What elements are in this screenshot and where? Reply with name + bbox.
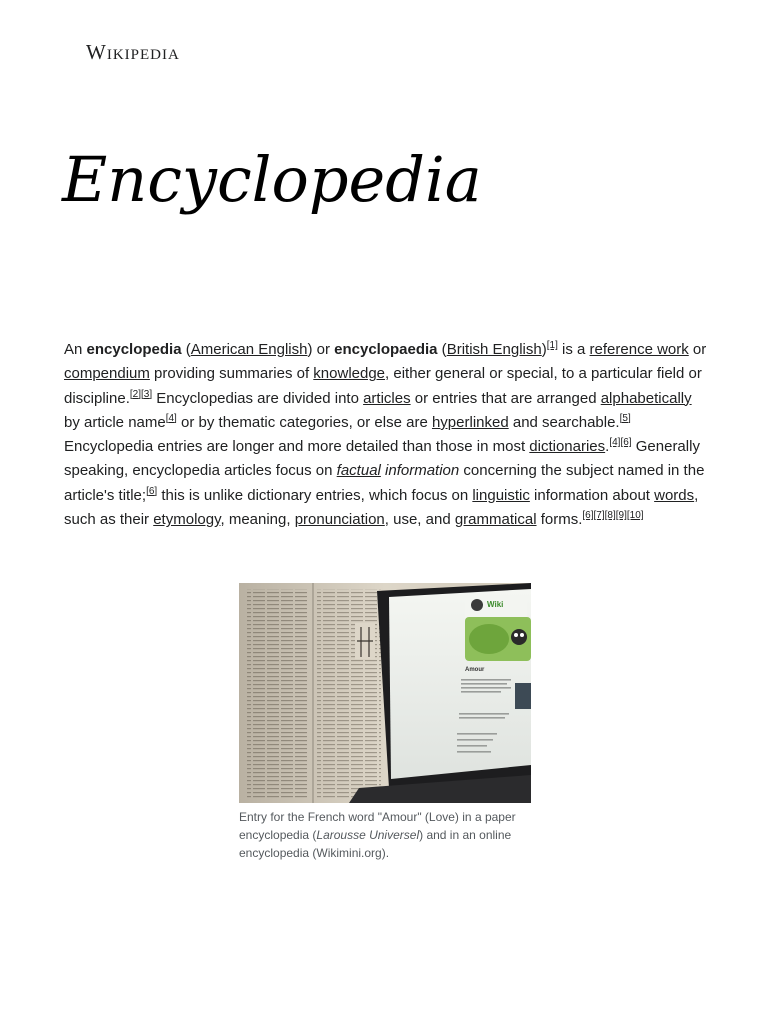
text: information <box>380 462 460 480</box>
encyclopedia-photo[interactable] <box>239 583 531 803</box>
reference <box>166 413 177 424</box>
link-compendium[interactable]: compendium <box>64 365 150 383</box>
reference-link[interactable]: [2] <box>129 388 141 400</box>
bold-term: encyclopaedia <box>334 341 438 358</box>
text: this is unlike dictionary entries, which focus on <box>157 486 473 504</box>
figure-caption <box>239 808 531 862</box>
text: forms. <box>536 511 583 529</box>
link-linguistic[interactable]: linguistic <box>472 486 530 504</box>
reference <box>609 437 631 448</box>
link-articles[interactable]: articles <box>363 389 411 407</box>
text: . <box>605 438 610 456</box>
reference <box>582 510 643 521</box>
reference-link[interactable]: [5] <box>619 412 631 424</box>
text: ( <box>181 341 191 358</box>
text: ) <box>541 341 547 358</box>
reference <box>146 486 157 497</box>
text: and searchable. <box>508 413 620 431</box>
text: by article name <box>64 413 166 431</box>
link-knowledge[interactable]: knowledge <box>313 365 386 383</box>
text: , such as their <box>64 486 699 529</box>
page-title: Encyclopedia <box>62 143 482 216</box>
article-figure <box>239 583 531 862</box>
text: concerning the subject named in the article's title; <box>64 462 705 504</box>
reference-link[interactable]: [7] <box>593 510 605 522</box>
lead-paragraph <box>64 338 710 532</box>
caption-text: ) and in an online encyclopedia (Wikimini.org). <box>239 828 512 860</box>
reference-link[interactable]: [6] <box>582 510 594 522</box>
caption-title: Larousse Universel <box>316 828 420 842</box>
screen-heading-text: Amour <box>465 667 485 673</box>
text: , either general or special, to a particular field or discipline. <box>64 365 702 407</box>
reference-link[interactable]: [3] <box>141 388 153 400</box>
text: or <box>688 341 707 358</box>
caption-text: Entry for the French word "Amour" (Love) in a paper encyclopedia ( <box>239 810 516 842</box>
reference-link[interactable]: [1] <box>546 340 558 351</box>
link-reference-work[interactable]: reference work <box>589 341 689 358</box>
text: ) or <box>307 341 335 358</box>
link-hyperlinked[interactable]: hyperlinked <box>431 413 509 431</box>
text: information about <box>529 486 655 504</box>
link-british-english[interactable]: British English <box>446 341 542 358</box>
text: providing summaries of <box>149 365 314 383</box>
reference-link[interactable]: [6] <box>146 485 158 497</box>
text: An <box>64 341 87 358</box>
reference-link[interactable]: [9] <box>615 510 627 522</box>
reference-link[interactable]: [4] <box>165 412 177 424</box>
link-pronunciation[interactable]: pronunciation <box>294 511 385 529</box>
text: , use, and <box>384 511 455 529</box>
text: is a <box>557 341 590 358</box>
link-words[interactable]: words <box>654 486 695 504</box>
text: or entries that are arranged <box>410 389 601 407</box>
link-dictionaries[interactable]: dictionaries <box>529 438 606 456</box>
italic-phrase <box>337 462 460 479</box>
text: Encyclopedia entries are longer and more detailed than those in most <box>64 438 530 456</box>
text: Generally speaking, encyclopedia articles focus on <box>64 438 700 480</box>
reference <box>547 340 558 351</box>
wikipedia-wordmark[interactable]: Wikipedia <box>86 40 180 64</box>
reference-link[interactable]: [8] <box>604 510 616 522</box>
link-american-english[interactable]: American English <box>190 341 308 358</box>
link-etymology[interactable]: etymology <box>153 511 221 529</box>
link-alphabetically[interactable]: alphabetically <box>600 389 692 407</box>
link-grammatical[interactable]: grammatical <box>454 511 537 529</box>
reference-link[interactable]: [4] <box>609 437 621 449</box>
screen-logo-text: Wiki <box>487 600 504 609</box>
text: , meaning, <box>220 511 295 529</box>
bold-term: encyclopedia <box>86 341 182 358</box>
link-factual[interactable]: factual <box>336 462 381 480</box>
reference <box>130 389 152 400</box>
reference <box>620 413 631 424</box>
reference-link[interactable]: [6] <box>620 437 632 449</box>
text: Encyclopedias are divided into <box>152 389 364 407</box>
text: or by thematic categories, or else are <box>176 413 432 431</box>
reference-link[interactable]: [10] <box>626 510 644 522</box>
text: ( <box>437 341 447 358</box>
